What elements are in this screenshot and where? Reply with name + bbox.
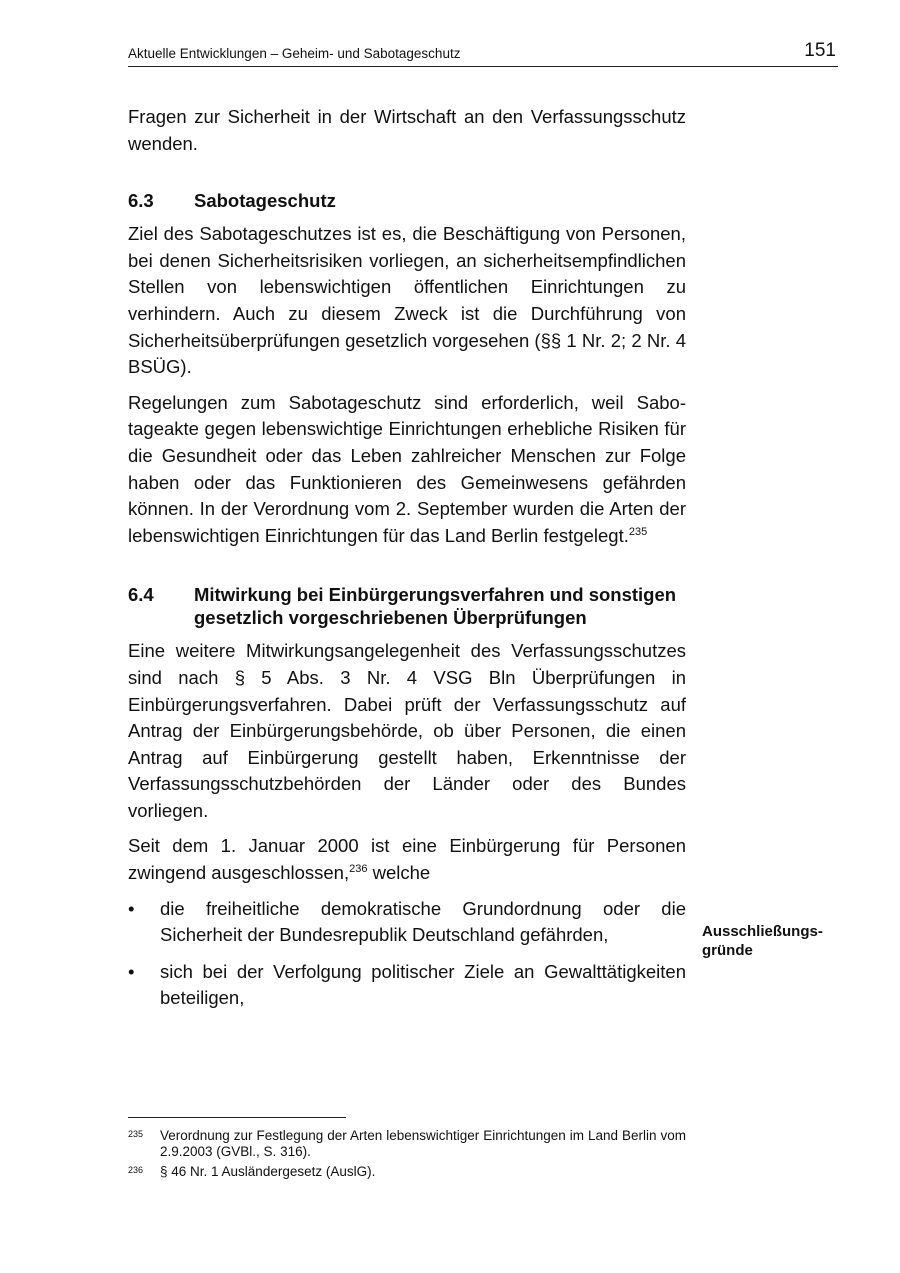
section-number: 6.3 bbox=[128, 190, 154, 212]
margin-note: Ausschließungs-gründe bbox=[702, 923, 823, 959]
footnotes bbox=[128, 1128, 686, 1184]
footnote-235 bbox=[128, 1128, 686, 1160]
footnote-number: 236 bbox=[128, 1165, 144, 1175]
section-heading-6-4 bbox=[128, 583, 686, 629]
list-item bbox=[128, 896, 686, 949]
section-number: 6.4 bbox=[128, 584, 154, 606]
paragraph-naturalization-checks: Eine weitere Mitwirkungsangelegenheit des Verfassungsschutzes sind nach § 5 Abs. 3 Nr. 4 VSG Bln Überprüfungen in Einbürgerungsverfahren. Dabei prüft der Verfassungsschutz auf Antrag der Einbürgerungsbehörde, ob über Personen, die einen Antrag auf Einbürgerung gestellt haben, Erkenntnisse der Verfassungsschutzbehörden der Länder oder des Bundes vorliegen. bbox=[128, 640, 686, 821]
paragraph-text: Regelungen zum Sabotageschutz sind erforderlich, weil Sabotageakte gegen lebenswichtige Einrichtungen erhebliche Risiken für die Gesundheit oder das Leben zahlreicher Menschen zur Folge haben oder das Funktionieren des Gemeinwesens gefährden können. In der Verordnung vom 2. September wurden die Arten der lebenswichtigen Einrichtungen für das Land Berlin festgelegt. bbox=[128, 391, 686, 546]
paragraph-sabotage-regulations bbox=[128, 390, 686, 550]
list-item bbox=[128, 959, 686, 1012]
section-title: Mitwirkung bei Einbürgerungsverfahren und sonstigen gesetzlich vorgeschriebenen Überprüfungen bbox=[194, 584, 677, 629]
bullet-icon: • bbox=[128, 897, 135, 919]
footnote-text: § 46 Nr. 1 Ausländergesetz (AuslG). bbox=[160, 1164, 376, 1179]
paragraph-sabotage-goal: Ziel des Sabotageschutzes ist es, die Beschäftigung von Personen, bei denen Sicherheitsrisiken vorliegen, an sicherheitsempfindlichen Stellen von lebenswichtigen öffentlichen Einrichtungen zu verhindern. Auch zu diesem Zweck ist die Durchführung von Sicherheitsüberprüfungen gesetzlich vorgesehen (§§ 1 Nr. 2; 2 Nr. 4 BSÜG). bbox=[128, 223, 686, 378]
footnote-text: Verordnung zur Festlegung der Arten lebenswichtiger Einrichtungen im Land Berlin vom 2.9.2003 (GVBl., S. 316). bbox=[160, 1128, 686, 1159]
section-heading-6-3 bbox=[128, 189, 686, 212]
intro-paragraph: Fragen zur Sicherheit in der Wirtschaft an den Verfassungsschutz wenden. bbox=[128, 106, 686, 154]
footnote-number: 235 bbox=[128, 1129, 144, 1139]
section-title: Sabotageschutz bbox=[194, 190, 336, 212]
list-item-text: die freiheitliche demokratische Grundordnung oder die Sicherheit der Bundesrepublik Deutschland gefährden, bbox=[160, 897, 686, 946]
footnote-ref-235[interactable]: 235 bbox=[628, 525, 648, 538]
footnote-236 bbox=[128, 1164, 686, 1180]
paragraph-text: Seit dem 1. Januar 2000 ist eine Einbürgerung für Personen zwingend ausgeschlossen, bbox=[128, 835, 686, 884]
running-header bbox=[128, 40, 838, 67]
bullet-icon: • bbox=[128, 960, 135, 982]
paragraph-text-end: welche bbox=[367, 862, 431, 884]
list-item-text: sich bei der Verfolgung politischer Ziele an Gewalttätigkeiten beteiligen, bbox=[160, 960, 686, 1009]
running-header-title: Aktuelle Entwicklungen – Geheim- und Sabotageschutz bbox=[128, 46, 461, 61]
paragraph-exclusion-intro bbox=[128, 833, 686, 886]
footnote-divider bbox=[128, 1117, 346, 1118]
main-text bbox=[128, 104, 686, 1022]
page-number: 151 bbox=[804, 40, 836, 61]
exclusion-list bbox=[128, 896, 686, 1012]
footnote-ref-236[interactable]: 236 bbox=[349, 863, 368, 876]
